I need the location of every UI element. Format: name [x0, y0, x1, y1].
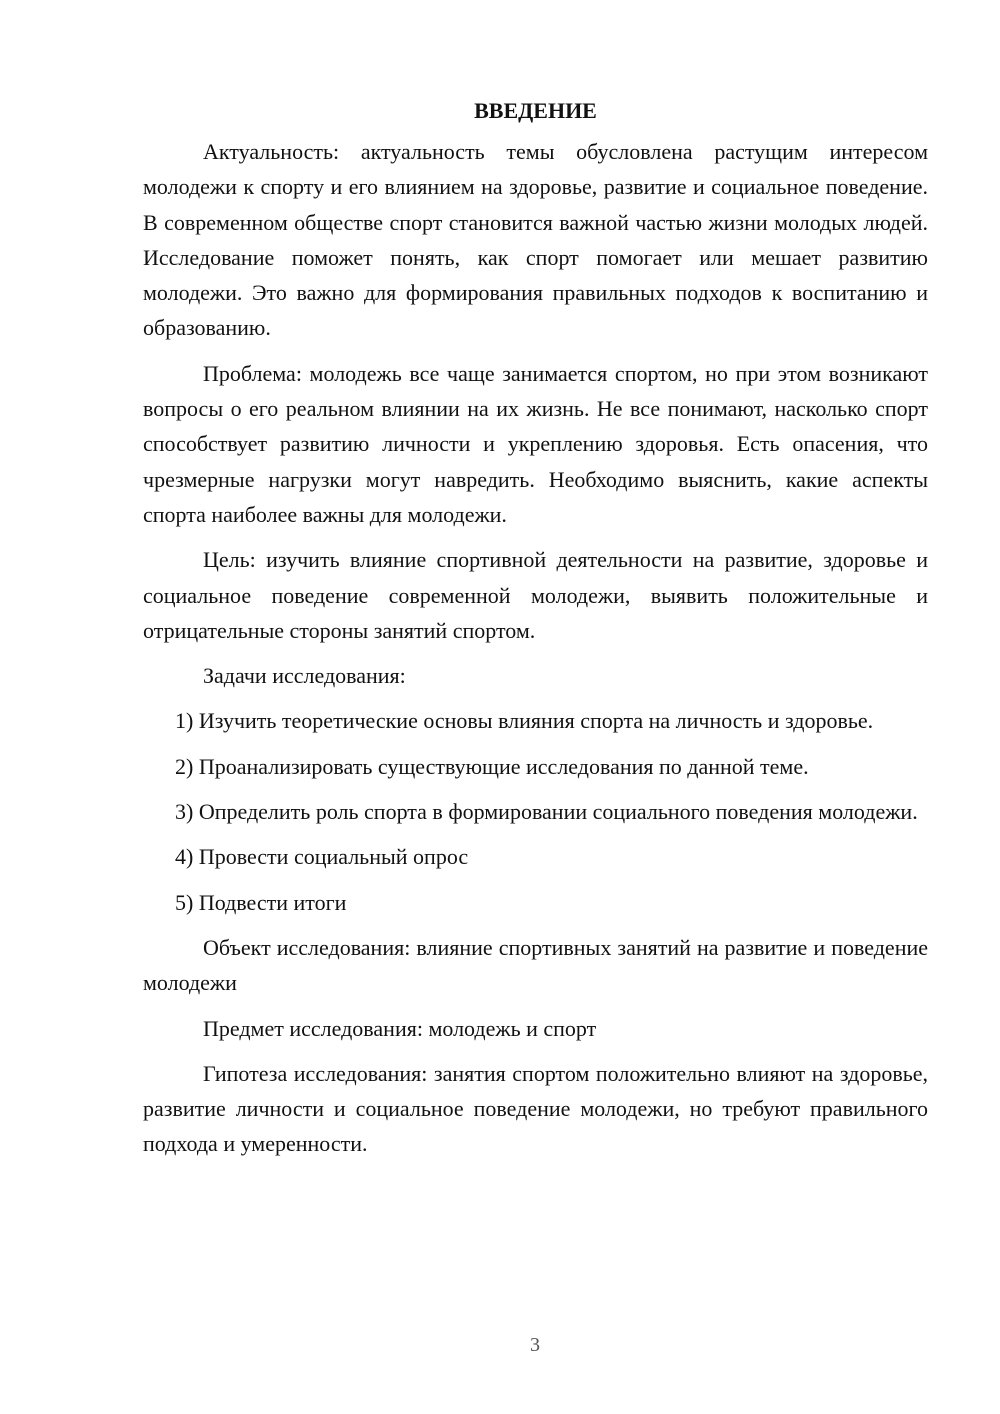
task-item-3: 3) Определить роль спорта в формировании социального поведения молодежи. — [175, 799, 918, 825]
task-item-4: 4) Провести социальный опрос — [175, 844, 469, 870]
paragraph-problem: Проблема: молодежь все чаще занимается спортом, но при этом возникают вопросы о его реальном влиянии на их жизнь. Не все понимают, насколько спорт способствует развитию личности и укреплению здоровья. Есть опасения, что чрезмерные нагрузки могут навредить. Необходимо выяснить, какие аспекты спорта наиболее важны для молодежи. — [143, 360, 928, 527]
paragraph-subject: Предмет исследования: молодежь и спорт — [203, 1015, 597, 1041]
paragraph-tasks-heading: Задачи исследования: — [203, 663, 406, 689]
document-page — [143, 94, 928, 1172]
task-item-1: 1) Изучить теоретические основы влияния спорта на личность и здоровье. — [175, 708, 874, 734]
section-title: ВВЕДЕНИЕ — [474, 98, 597, 123]
paragraph-object: Объект исследования: влияние спортивных занятий на развитие и поведение молодежи — [143, 934, 928, 996]
task-item-2: 2) Проанализировать существующие исследования по данной теме. — [175, 753, 809, 779]
paragraph-relevance: Актуальность: актуальность темы обусловлена растущим интересом молодежи к спорту и его влиянием на здоровье, развитие и социальное поведение. В современном обществе спорт становится важной частью жизни молодых людей. Исследование поможет понять, как спорт помогает или мешает развитию молодежи. Это важно для формирования правильных подходов к воспитанию и образованию. — [143, 139, 928, 341]
page-number: 3 — [530, 1334, 540, 1356]
paragraph-hypothesis: Гипотеза исследования: занятия спортом положительно влияют на здоровье, развитие личности и социальное поведение молодежи, но требуют правильного подхода и умеренности. — [143, 1060, 928, 1157]
paragraph-goal: Цель: изучить влияние спортивной деятельности на развитие, здоровье и социальное поведение современной молодежи, выявить положительные и отрицательные стороны занятий спортом. — [143, 547, 928, 643]
task-item-5: 5) Подвести итоги — [175, 889, 347, 915]
